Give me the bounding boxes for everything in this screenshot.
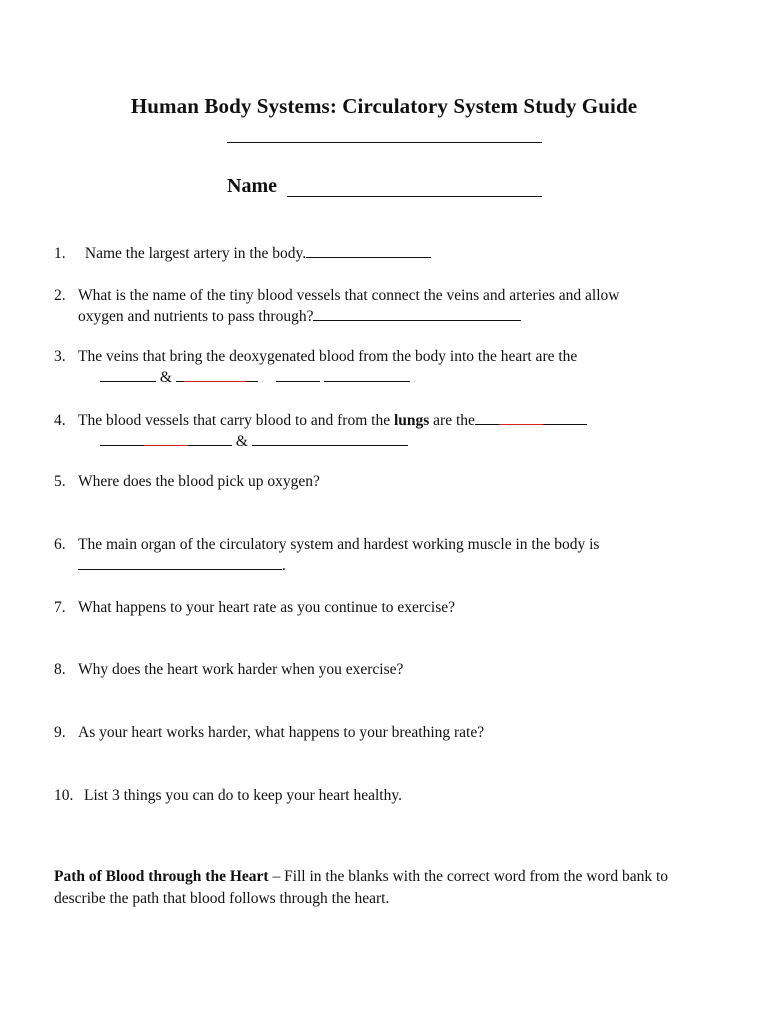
answer-blank bbox=[543, 410, 587, 425]
question-number: 10. bbox=[54, 787, 74, 804]
answer-blank bbox=[276, 367, 320, 382]
answer-blank bbox=[246, 367, 258, 382]
question-7 bbox=[54, 597, 455, 618]
answer-blank bbox=[78, 555, 282, 570]
question-number: 6. bbox=[54, 536, 66, 553]
ampersand: & bbox=[235, 433, 248, 450]
question-text: List 3 things you can do to keep your heart healthy. bbox=[84, 787, 402, 804]
answer-blank-red bbox=[184, 367, 246, 382]
question-end-punct: . bbox=[282, 557, 286, 574]
answer-blank bbox=[313, 306, 521, 321]
question-2 bbox=[54, 285, 619, 327]
question-5 bbox=[54, 471, 320, 492]
answer-blank bbox=[100, 431, 144, 446]
question-text-bold: lungs bbox=[393, 412, 430, 429]
question-10 bbox=[54, 785, 402, 806]
answer-blank bbox=[252, 431, 408, 446]
title-underline-blank bbox=[227, 142, 542, 143]
question-8 bbox=[54, 659, 403, 680]
answer-blank bbox=[176, 367, 184, 382]
path-of-blood-instructions bbox=[54, 866, 714, 910]
answer-blank-red bbox=[144, 431, 188, 446]
ampersand: & bbox=[159, 369, 172, 386]
question-6 bbox=[54, 534, 599, 576]
question-3 bbox=[54, 346, 577, 388]
answer-blank bbox=[188, 431, 232, 446]
question-text: Where does the blood pick up oxygen? bbox=[78, 473, 320, 490]
question-4 bbox=[54, 410, 587, 452]
question-number: 2. bbox=[54, 287, 66, 304]
question-number: 8. bbox=[54, 661, 66, 678]
name-label: Name bbox=[227, 175, 277, 197]
question-number: 1. bbox=[54, 245, 66, 262]
answer-blank bbox=[100, 367, 156, 382]
page-title: Human Body Systems: Circulatory System Study Guide bbox=[130, 94, 638, 118]
question-text: The main organ of the circulatory system and hardest working muscle in the body is bbox=[78, 536, 600, 553]
question-text-post: are the bbox=[429, 412, 475, 429]
answer-blank-red bbox=[499, 410, 543, 425]
question-1 bbox=[54, 243, 431, 264]
question-text-line1: What is the name of the tiny blood vessels that connect the veins and arteries and allow bbox=[78, 287, 620, 304]
question-text-line2: oxygen and nutrients to pass through? bbox=[78, 308, 314, 325]
question-number: 7. bbox=[54, 599, 66, 616]
section-instructions: – Fill in the blanks with the correct word from the word bank to describe the path that blood follows through the heart. bbox=[54, 868, 669, 907]
question-number: 4. bbox=[54, 412, 66, 429]
question-text: As your heart works harder, what happens to your breathing rate? bbox=[78, 724, 485, 741]
answer-blank bbox=[324, 367, 410, 382]
question-text-line1: The veins that bring the deoxygenated blood from the body into the heart are the bbox=[78, 348, 578, 365]
answer-blank bbox=[306, 243, 431, 258]
section-heading: Path of Blood through the Heart bbox=[54, 868, 269, 885]
question-number: 9. bbox=[54, 724, 66, 741]
question-number: 3. bbox=[54, 348, 66, 365]
name-blank bbox=[287, 196, 542, 197]
question-text: Why does the heart work harder when you exercise? bbox=[78, 661, 404, 678]
question-text-pre: The blood vessels that carry blood to and from the bbox=[78, 412, 394, 429]
question-number: 5. bbox=[54, 473, 66, 490]
question-text: What happens to your heart rate as you continue to exercise? bbox=[78, 599, 456, 616]
answer-blank bbox=[475, 410, 499, 425]
question-text: Name the largest artery in the body. bbox=[84, 245, 307, 262]
question-9 bbox=[54, 722, 484, 743]
